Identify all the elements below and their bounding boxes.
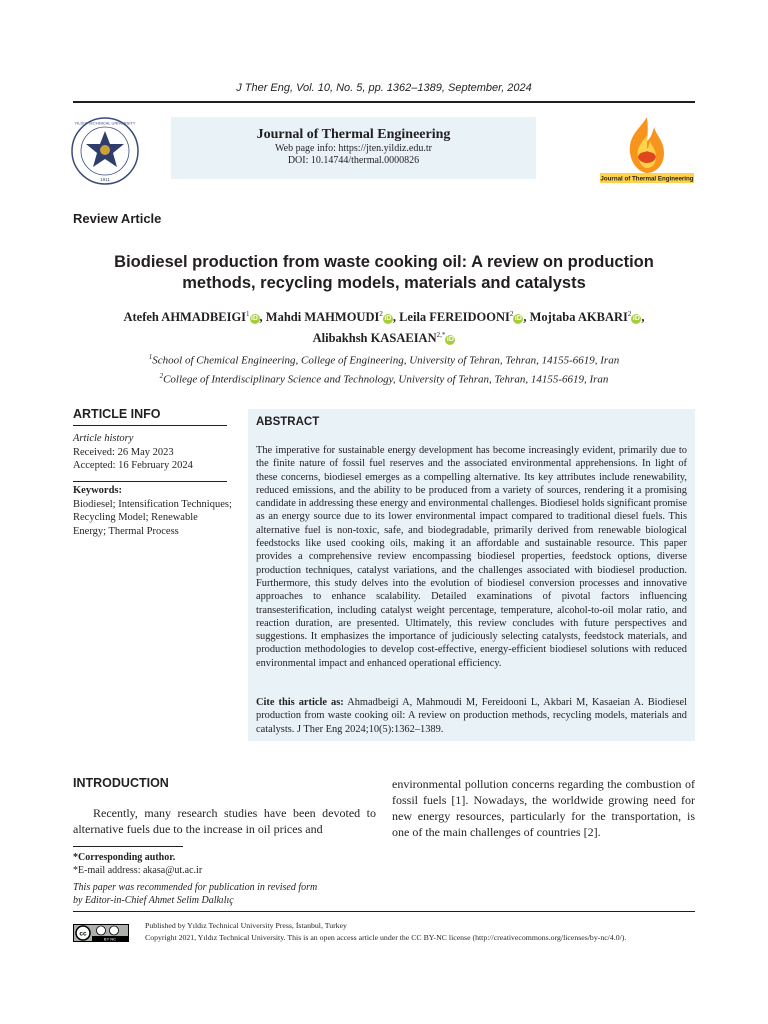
cite-this-article	[256, 696, 687, 736]
journal-web-info[interactable]: Web page info: https://jten.yildiz.edu.tr	[275, 143, 432, 154]
accepted-date: Accepted: 16 February 2024	[73, 460, 193, 471]
logo-text: Journal of Thermal Engineering	[600, 175, 694, 183]
abstract-heading: ABSTRACT	[256, 416, 320, 428]
author-name: Mahdi MAHMOUDI	[265, 310, 380, 325]
recommendation-line-1: This paper was recommended for publication in revised form	[73, 882, 318, 893]
article-history	[73, 432, 233, 473]
history-label: Article history	[73, 433, 134, 444]
keywords-list: Biodiesel; Intensification Techniques; Recycling Model; Renewable Energy; Thermal Process	[73, 498, 232, 537]
author-name: Mojtaba AKBARI	[529, 310, 628, 325]
header-rule	[73, 101, 695, 103]
corresponding-email[interactable]: *E-mail address: akasa@ut.ac.ir	[73, 865, 203, 876]
author-name: Leila FEREIDOONI	[399, 310, 510, 325]
cc-label: BY NC	[103, 936, 117, 942]
keywords-label: Keywords:	[73, 485, 122, 496]
orcid-icon[interactable]: iD	[514, 315, 522, 323]
seal-text: YILDIZ TECHNICAL UNIVERSITY	[74, 120, 136, 126]
orcid-icon[interactable]: iD	[251, 315, 259, 323]
keywords-section	[73, 484, 233, 538]
article-info-rule	[73, 425, 227, 426]
cite-text: Ahmadbeigi A, Mahmoudi M, Fereidooni L, Akbari M, Kasaeian A. Biodiesel production from waste cooking oil: A review on production methods, recycling models, materials and catalysts. J Ther Eng 2024;10(5):1362–1389.	[256, 697, 687, 735]
cite-label: Cite this article as:	[256, 697, 344, 708]
author-list: Atefeh AHMADBEIGI$^1$iD , Mahdi MAHMOUDI$^2$iD , Leila FEREIDOONI$^2$iD , Mojtaba AKBARI$^2$iD , Alibakhsh $KASAEIAN^{2,*}iD$	[123, 310, 645, 346]
body-left-column: Recently, many research studies have been devoted to alternative fuels due to the increase in oil prices and	[73, 806, 376, 836]
footer-rule	[73, 911, 695, 912]
abstract-text: The imperative for sustainable energy development has become increasingly evident, primarily due to the finite nature of fossil fuel reserves and the associated environmental apprehensions. In light of these concerns, biodiesel emerges as a compelling alternative. Its key attributes include renewability, reduced emissions, and the ability to be produced from a variety of sources, rendering it a promising candidate in addressing these energy and environmental challenges. Biodiesel holds significant promise as an energy source due to its lower environmental impact compared to traditional diesel fuels. This alternative fuel is non-toxic, safe, and biodegradable, primarily derived from renewable biological feedstocks like used cooking oils, making it an affordable and sustainable resource. This paper provides a comprehensive review encompassing biodiesel properties, feedstock options, diverse production techniques, catalyst variations, and the challenges associated with biodiesel production. Furthermore, this study delves into the evolution of biodiesel conversion processes and innovative approaches to enhance scalability. Detailed examinations of pivotal factors influencing transesterification, including catalyst weight percentage, temperature, alcohol-to-oil molar ratio, and reaction duration, are presented. Ultimately, this review concludes with future perspectives and suggestions. It emphasizes the importance of judiciously selecting catalysts, feedstock materials, and production methodologies to develop cost-effective, energy-efficient biodiesel solutions with reduced environmental impact and enhanced operational efficiency.	[256, 445, 687, 669]
corresponding-author: *Corresponding author.	[73, 852, 176, 863]
journal-flame-logo	[598, 113, 696, 185]
orcid-icon[interactable]: iD	[632, 315, 640, 323]
body-right-column: environmental pollution concerns regarding the combustion of fossil fuels [1]. Nowadays, the worldwide growing need for new energy resources, particularly for the transportation, is one of the main challenges of countries [2].	[392, 777, 695, 839]
orcid-icon[interactable]: iD	[446, 336, 454, 344]
title-line-1: Biodiesel production from waste cooking oil: A review on production	[114, 253, 654, 271]
journal-doi[interactable]: DOI: 10.14744/thermal.0000826	[287, 155, 420, 166]
journal-citation: J Ther Eng, Vol. 10, No. 5, pp. 1362–1389, September, 2024	[236, 82, 532, 94]
publisher-info	[145, 920, 705, 944]
affiliation-2: $^2$College of Interdisciplinary Science and Technology, University of Tehran, Tehran, 14155-6619, Iran	[159, 371, 609, 386]
published-by: Published by Yıldız Technical University Press, İstanbul, Turkey	[145, 921, 347, 930]
cc-by-nc-license-icon[interactable]	[73, 924, 129, 942]
svg-text:cc: cc	[79, 930, 87, 938]
keywords-rule	[73, 481, 227, 482]
journal-title: Journal of Thermal Engineering	[256, 127, 451, 142]
received-date: Received: 26 May 2023	[73, 446, 174, 458]
journal-info-box	[171, 117, 536, 179]
affiliation-1: $^1$School of Chemical Engineering, College of Engineering, University of Tehran, Tehran, 14155-6619, Iran	[148, 353, 620, 367]
university-seal-logo	[70, 116, 140, 186]
article-type: Review Article	[73, 211, 162, 226]
article-info-heading: ARTICLE INFO	[73, 407, 161, 421]
footnotes	[73, 851, 393, 907]
footnote-rule	[73, 846, 183, 847]
author-name: Atefeh AHMADBEIGI	[123, 310, 247, 325]
introduction-heading: INTRODUCTION	[73, 776, 169, 790]
recommendation-line-2: by Editor-in-Chief Ahmet Selim Dalkılıç	[73, 895, 234, 906]
affiliations	[73, 350, 695, 387]
orcid-icon[interactable]: iD	[384, 315, 392, 323]
article-title	[73, 252, 695, 294]
seal-year: 1911	[100, 177, 110, 182]
author-name: Alibakhsh KASAEIAN	[312, 331, 437, 346]
title-line-2: methods, recycling models, materials and catalysts	[182, 274, 586, 292]
copyright-notice: Copyright 2021, Yıldız Technical University. This is an open access article under the CC BY-NC license (http://creativecommons.org/licenses/by-nc/4.0/).	[145, 933, 627, 942]
